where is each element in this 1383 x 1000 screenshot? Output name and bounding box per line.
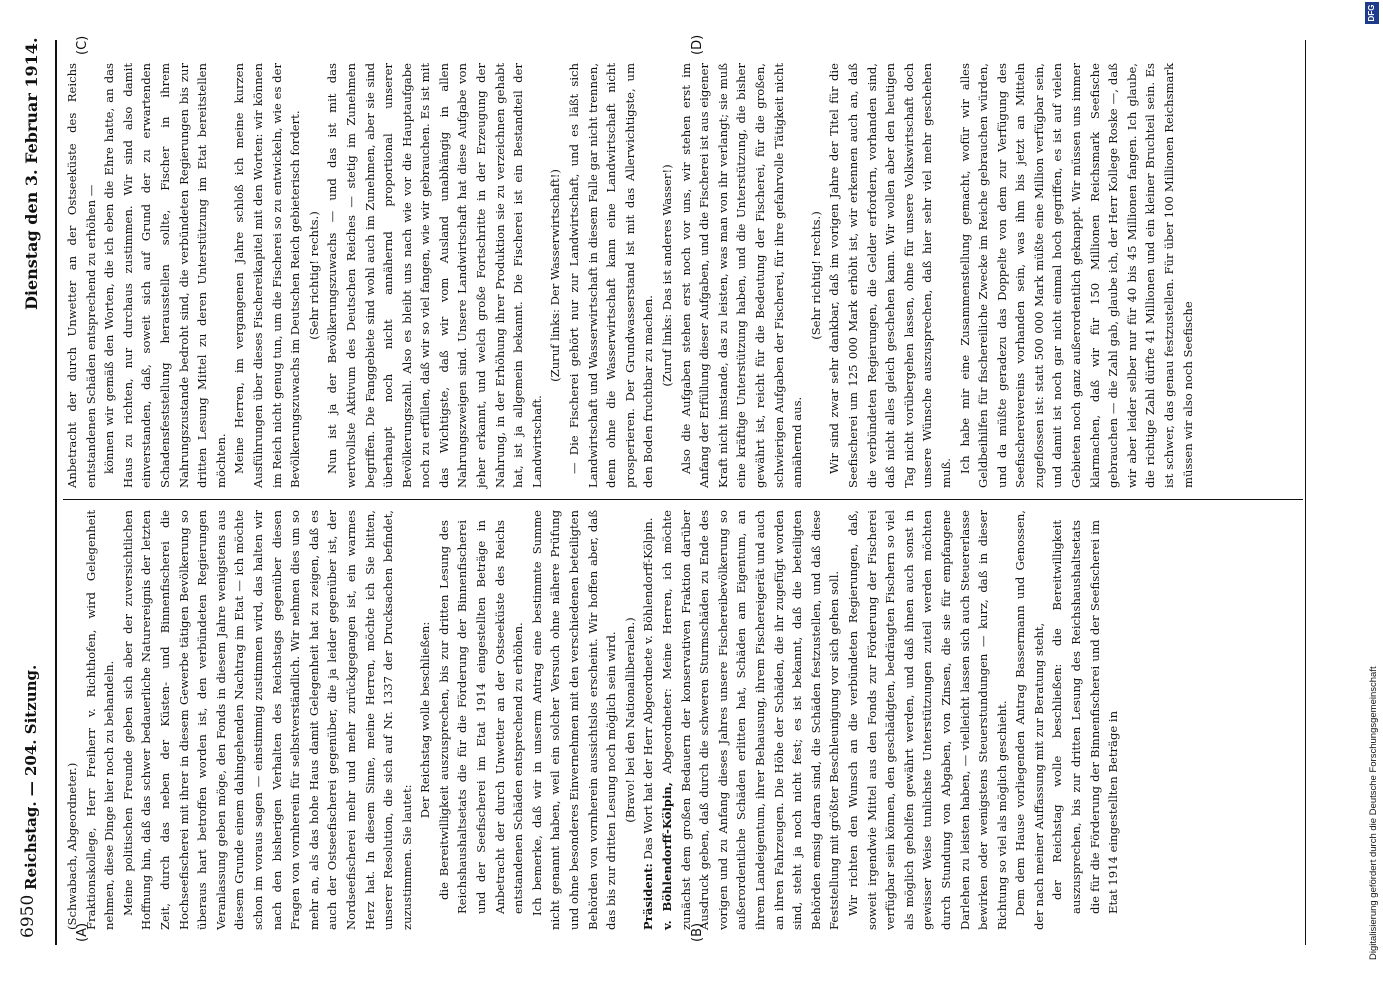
margin-marker-a: (A) xyxy=(75,922,90,942)
interjection: (Zuruf links: Das ist anderes Wasser!) xyxy=(660,164,674,387)
paragraph xyxy=(658,510,844,930)
paragraph: Dem dem Hause vorliegenden Antrag Bassermann und Genossen, der nach meiner Auffassung mit zur Beratung steht, xyxy=(1013,510,1046,930)
paragraph: — Die Fischerei gehört nur zur Landwirtschaft, und es läßt sich Landwirtschaft und Wasserwirtschaft in diesem Falle gar nicht trennen, denn ohne die Wasserwirtschaft kann eine Landwirtschaft nicht prosperieren. Der Grundwasserstand ist mit das Allerwichtigste, um den Boden fruchtbar zu machen. xyxy=(567,63,656,488)
paragraph: Anbetracht der durch Unwetter an der Ostseeküste des Reichs entstandenen Schäden entsprechend zu erhöhen — xyxy=(65,63,98,488)
speaker-tag: (Schwabach, Abgeordneter.) xyxy=(65,762,79,930)
digitization-credit: Digitalisierung gefördert durch die Deutsche Forschungsgemeinschaft xyxy=(1368,666,1379,960)
running-head-left: Reichstag. — 204. Sitzung. xyxy=(22,664,40,890)
paragraph: Meine Herren, im vergangenen Jahre schloß ich meine kurzen Ausführungen über dieses Fischereikapitel mit den Worten: wir können im Reich nicht genug tun, um die Fischerei so zu entwickeln, wie es der Bevölkerungszuwachs im Deutschen Reich gebieterisch fordert. xyxy=(232,63,303,488)
president-label: Präsident: xyxy=(641,863,656,930)
resolution-text: der Reichstag wolle beschließen: die Bereitwilligkeit auszusprechen, bis zur dritten Lesung des Reichshaushaltsetats die für die Förderung der Binnenfischerei und der Seefischerei im Etat 1914 eingestellten Beträge in xyxy=(1050,520,1121,914)
page-number: 6950 xyxy=(18,894,38,938)
margin-marker-d: (D) xyxy=(690,34,705,55)
paragraph: Ich bemerke, daß wir in unserm Antrag eine bestimmte Summe nicht genannt haben, weil ein solcher Versuch ohne nähere Prüfung und ohne besonderes Einvernehmen mit den verschiedenen beteiligten Behörden von vornherein aussichtslos erscheint. Wir hoffen aber, daß das bis zur dritten Lesung noch möglich sein wird. xyxy=(529,510,619,930)
dfg-logo: DFG xyxy=(1365,2,1379,24)
paragraph: Nun ist ja der Bevölkerungszuwachs — und das ist mit das wertvollste Aktivum des Deutschen Reiches — stetig im Zunehmen begriffen. Die Fanggebiete sind wohl auch im Zunehmen, aber sie sind überhaupt noch nicht annähernd proportional unserer Bevölkerungszahl. Also es bleibt uns nach wie vor die Hauptaufgabe noch zu erfüllen, daß wir so viel fangen, wie wir gebrauchen. Es ist mit das Wichtigste, daß wir vom Ausland unabhängig in allen Nahrungszweigen sind. Unsere Landwirtschaft hat diese Aufgabe von jeher erkannt, und welch große Fortschritte in der Erzeugung der Nahrung, in der Erhöhung ihrer Produktion sie zu verzeichnen gehabt hat, ist ja allgemein bekannt. Die Fischerei ist ein Bestandteil der Landwirtschaft. xyxy=(325,63,544,488)
paragraph: Der Reichstag wolle beschließen: xyxy=(418,621,433,819)
running-head-date: Dienstag den 3. Februar 1914. xyxy=(22,37,41,310)
right-column xyxy=(63,63,1197,488)
resolution-text: die Bereitwilligkeit auszusprechen, bis zur dritten Lesung des Reichshaushaltsetats die für die Förderung der Binnenfischerei und der Seefischerei im Etat 1914 eingestellten Beträge in Anbetracht der durch Unwetter an der Ostseeküste des Reichs entstandenen Schäden entsprechend zu erhöhen. xyxy=(436,520,526,914)
paragraph: Ich habe mir eine Zusammenstellung gemacht, wofür wir alles Geldbeihilfen für fischereiliche Zwecke im Reiche gebrauchen würden, und da müßte geradezu das Doppelte von dem zur Verfügung des Seefischereivereins vorhanden sein, was ihm bis jetzt an Mitteln zugeflossen ist: statt 500 000 Mark müßte eine Million verfügbar sein, und damit ist noch gar nicht einmal hoch gegriffen, es ist auf vielen Gebieten noch ganz außerordentlich geknappt. Wir müssen uns immer klarmachen, daß wir für 150 Millionen Reichsmark Seefische gebrauchen — die Zahl gab, glaube ich, der Herr Kollege Roske —, daß wir aber leider selber nur für 40 bis 45 Millionen fangen. Ich glaube, die richtige Zahl dürfte 41 Millionen und ein kleiner Bruchteil sein. Es ist schwer, das genau festzustellen. Für über 100 Millionen Reichsmark müssen wir also noch Seefische xyxy=(957,63,1195,488)
paragraph: Meine politischen Freunde geben sich aber der zuversichtlichen Hoffnung hin, daß das schwer bedauerliche Naturereignis der letzten Zeit, durch das neben der Küsten- und Binnenfischerei die Hochseefischerei mit ihrer in diesem Gewerbe tätigen Bevölkerung so überaus hart betroffen worden ist, den verbündeten Regierungen Veranlassung geben möge, den Fonds in diesem Jahre wenigstens aus diesem Grunde einem dahingehenden Nachtrag im Etat — ich möchte schon im voraus sagen — einstimmig zustimmen wird, das halten wir nach den bisherigen Verhalten des Reichstags gegenüber diesen Fragen von vornherein für selbstverständlich. Wir nehmen dies um so mehr an, als das hohe Haus damit Gelegenheit hat zu zeigen, daß es auch der Ostseefischerei gegenüber, die ja leider gegenüber ist, der Nordseefischerei mehr und mehr zurückgegangen ist, ein warmes Herz hat. In diesem Sinne, meine Herren, möchte ich Sie bitten, unserer Resolution, die sich auf Nr. 1337 der Drucksachen befindet, zuzustimmen. Sie lautet: xyxy=(120,510,414,930)
president-line xyxy=(639,510,658,930)
paragraph: Also die Aufgaben stehen erst noch vor uns, wir stehen erst im Anfang der Erfüllung dieser Aufgaben, und die Fischerei ist aus eigener Kraft nicht imstande, das zu leisten, was man von ihr verlangt; sie muß eine kräftige Unterstützung haben, und die Unterstützung, die bisher gewährt ist, reicht für die Bedeutung der Fischerei, für die großen, schwierigen Aufgaben der Fischerei, für ihre gefahrvolle Tätigkeit nicht annähernd aus. xyxy=(678,63,805,488)
speaker-name: v. Böhlendorff-Kölpin, xyxy=(660,782,674,930)
paragraph: Wir richten den Wunsch an die verbündeten Regierungen, daß, soweit irgendwie Mittel aus den Fonds zur Förderung der Fischerei verfügbar sein können, den geschädigten, bedrängten Fischern so viel als möglich geholfen gewährt werden, und daß ihnen auch sonst in gewisser Weise tunlichste Unterstützungen zuteil werden möchten durch Stundung von Abgaben, von Zinsen, die sie für empfangene Darlehen zu leisten haben, — vielleicht lassen sich auch Steuererlasse bewirken oder wenigstens Steuerstundungen — kurz, daß in dieser Richtung so viel als möglich geschieht. xyxy=(845,510,1009,930)
interjection: (Sehr richtig! rechts.) xyxy=(808,211,823,340)
column-divider xyxy=(63,499,1303,500)
margin-marker-c: (C) xyxy=(75,35,90,55)
interjection: (Zuruf links: Der Wasserwirtschaft!) xyxy=(548,169,563,382)
paragraph: Fraktionskollege, Herr Freiherr v. Richthofen, wird Gelegenheit nehmen, diese Dinge hier noch zu behandeln. xyxy=(83,510,117,930)
president-text: Das Wort hat der Herr Abgeordnete v. Böhlendorff-Kölpin. xyxy=(641,517,656,860)
speaker-text: Abgeordneter: Meine Herren, ich möchte zunächst dem großen Bedauern der konservativen Fraktion darüber Ausdruck geben, daß durch die schweren Sturmschäden zu Ende des vorigen und zu Anfang dieses Jahres unsere Fischereibevölkerung so außerordentliche Schäden erlitten hat, Schäden am Eigentum, an ihrem Landeigentum, ihrer Behausung, ihrem Fischereigerät und auch an ihren Fahrzeugen. Die Höhe der Schäden, die ihr zugefügt worden sind, steht ja noch nicht fest; es ist bekannt, daß die beteiligten Behörden emsig daran sind, die Schäden festzustellen, und daß diese Feststellung mit größter Beschleunigung vor sich gehen soll. xyxy=(660,510,842,930)
left-column xyxy=(63,510,1123,930)
margin-marker-b: (B) xyxy=(690,922,705,942)
footer-rule xyxy=(1305,40,1306,945)
interjection: (Bravo! bei den Nationalliberalen.) xyxy=(622,617,637,823)
interjection: (Sehr richtig! rechts.) xyxy=(306,211,321,340)
header-rule xyxy=(55,40,57,945)
paragraph: können wir gemäß den Worten, die ich eben die Ehre hatte, an das Haus zu richten, nur durchaus zustimmen. Wir sind also damit einverstanden, daß, soweit sich auf Grund der zu erwartenden Schadensfeststellung herausstellen sollte, Fischer in ihrem Nahrungszustande bedroht sind, die verbündeten Regierungen bis zur dritten Lesung Mittel zu deren Unterstützung im Etat bereitstellen möchten. xyxy=(102,63,228,488)
paragraph: Wir sind zwar sehr dankbar, daß im vorigen Jahre der Titel für die Seefischerei um 125 000 Mark erhöht ist, wir erkennen auch an, daß die verbündeten Regierungen, die Gelder erfordern, vorhanden sind, daß nicht alles gleich geschehen kann. Wir wollen aber den heutigen Tag nicht vorübergehen lassen, ohne für unsere Volkswirtschaft doch unsere Wünsche auszusprechen, daß hier sehr viel mehr geschehen muß. xyxy=(827,63,953,488)
